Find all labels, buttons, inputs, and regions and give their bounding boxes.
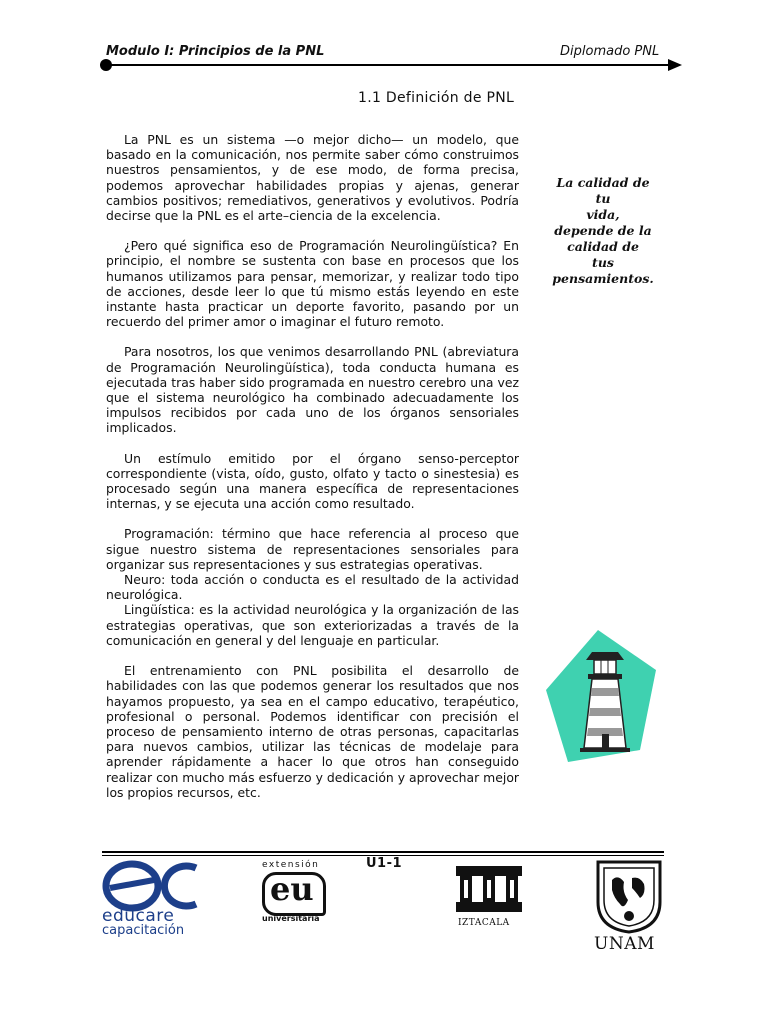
paragraph: Un estímulo emitido por el órgano senso-perceptor correspondiente (vista, oído, gusto, olfato y tacto o sinestesia) es procesado según una manera específica de representaciones internas, y se ejecuta una acción como resultado. bbox=[106, 450, 519, 512]
paragraph: Neuro: toda acción o conducta es el resultado de la actividad neurológica. bbox=[106, 572, 519, 603]
paragraph: ¿Pero qué significa eso de Programación Neurolingüística? En principio, el nombre se sustenta con base en procesos que los humanos utilizamos para pensar, memorizar, y realizar todo tipo de acciones, desde leer lo que tú mismo estás leyendo en este instante hasta practicar un deporte favorito, pasando por un recuerdo del primer amor o imaginar el futuro remoto. bbox=[106, 238, 519, 330]
unam-seal bbox=[592, 858, 666, 958]
header-course-title: Diplomado PNL bbox=[560, 44, 660, 59]
educare-logo-text: educare bbox=[102, 906, 175, 926]
quote-line: depende de la bbox=[554, 223, 652, 238]
unam-logo-text: UNAM bbox=[594, 934, 655, 954]
educare-logo-subtext: capacitación bbox=[102, 923, 185, 938]
paragraph: La PNL es un sistema —o mejor dicho— un modelo, que basado en la comunicación, nos permite saber cómo construimos nuestros pensamientos, y de ese modo, de forma precisa, podemos aprovechar habilidades propias y ajenas, generar cambios positivos; remediativos, generativos y evolutivos. Podría decirse que la PNL es el arte–ciencia de la excelencia. bbox=[106, 132, 519, 224]
extension-logo-mark: eu bbox=[270, 870, 314, 908]
quote-line: vida, bbox=[586, 207, 620, 222]
section-title: 1.1 Definición de PNL bbox=[358, 90, 515, 106]
page-number: U1-1 bbox=[366, 856, 403, 871]
unam-seal-mark bbox=[592, 858, 666, 934]
extension-universitaria-logo bbox=[260, 860, 324, 926]
extension-logo-top: extensión bbox=[262, 860, 320, 870]
paragraph: El entrenamiento con PNL posibilita el desarrollo de habilidades con las que podemos generar los resultados que nos hayamos propuesto, ya sea en el campo educativo, terapéutico, profesional o personal. Podemos identificar con precisión el proceso de pensamiento interno de otras personas, capacitarlas para nuevos cambios, utilizar las técnicas de modelaje para aprender rápidamente a hacer lo que otros han conseguido realizar con mucho más esfuerzo y dedicación y aprovechar mejor los propios recursos, etc. bbox=[106, 663, 519, 800]
iztacala-mark bbox=[454, 864, 524, 914]
footer-rule bbox=[102, 851, 664, 853]
educare-mark bbox=[100, 860, 204, 912]
quote-line: calidad de bbox=[567, 239, 639, 254]
iztacala-logo bbox=[454, 864, 524, 930]
header-rule-dot bbox=[100, 59, 112, 71]
paragraph: Programación: término que hace referencia al proceso que sigue nuestro sistema de representaciones sensoriales para organizar sus representaciones y sus estrategias operativas. bbox=[106, 526, 519, 572]
body-text bbox=[106, 132, 519, 815]
quote-line: La calidad de tu bbox=[556, 175, 650, 206]
quote-line: tus pensamientos. bbox=[552, 255, 654, 286]
header-rule-arrow bbox=[668, 59, 682, 71]
educare-logo bbox=[100, 860, 204, 940]
header-rule bbox=[106, 64, 672, 66]
lighthouse-illustration bbox=[546, 630, 662, 766]
header-module-title: Modulo I: Principios de la PNL bbox=[106, 44, 325, 59]
paragraph: Para nosotros, los que venimos desarrollando PNL (abreviatura de Programación Neurolingüística), toda conducta humana es ejecutada tras haber sido programada en nuestro cerebro una vez que el sistema neurológico ha combinado adecuadamente los impulsos recibidos por cada uno de los órganos sensoriales implicados. bbox=[106, 344, 519, 436]
extension-logo-bottom: universitaria bbox=[262, 914, 320, 923]
iztacala-logo-text: IZTACALA bbox=[458, 918, 510, 928]
paragraph: Lingüística: es la actividad neurológica y la organización de las estrategias operativas, que son exteriorizadas a través de la comunicación en general y del lenguaje en particular. bbox=[106, 602, 519, 648]
side-quote bbox=[548, 175, 658, 287]
